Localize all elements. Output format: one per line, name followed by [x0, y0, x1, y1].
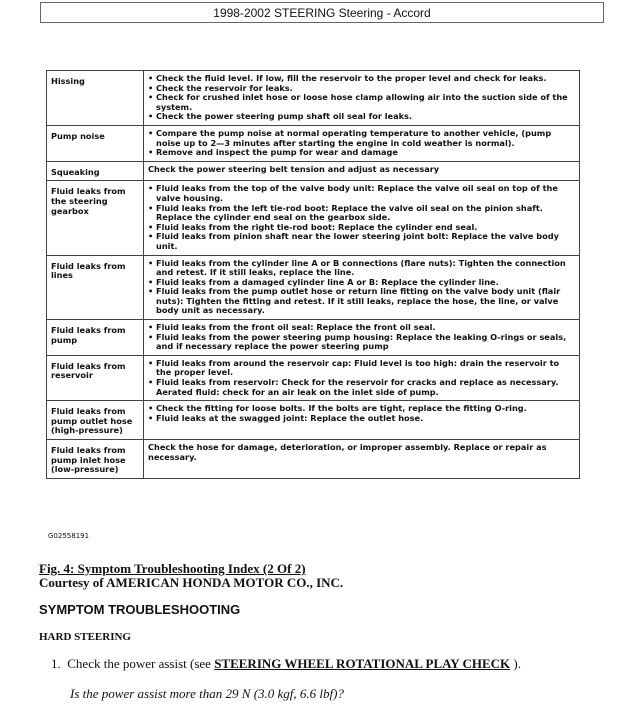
action-list	[148, 129, 575, 158]
table-row	[47, 181, 580, 255]
symptom-cell: Fluid leaks from the steering gearbox	[47, 181, 144, 255]
action-list	[148, 184, 575, 251]
header-title: 1998-2002 STEERING Steering - Accord	[213, 5, 431, 20]
action-cell	[144, 71, 580, 126]
action-item: • Fluid leaks from reservoir: Check for the reservoir for cracks and replace as necessary. Aerated fluid: check for an air leak on the inlet side of pump.	[148, 378, 575, 397]
action-item: • Check the power steering pump shaft oil seal for leaks.	[148, 112, 575, 122]
question-text: Is the power assist more than 29 N (3.0 kgf, 6.6 lbf)?	[70, 686, 344, 701]
action-cell	[144, 255, 580, 320]
action-item: • Compare the pump noise at normal operating temperature to another vehicle, (pump noise up to 2—3 minutes after starting the engine in cold weather is normal).	[148, 129, 575, 148]
symptom-cell: Fluid leaks from reservoir	[47, 355, 144, 400]
section-subtitle: HARD STEERING	[39, 631, 131, 643]
symptom-table-body	[47, 71, 580, 479]
page-header	[40, 2, 604, 23]
step-1	[51, 656, 521, 672]
action-item: • Check the fluid level. If low, fill the reservoir to the proper level and check for leaks.	[148, 74, 575, 84]
action-item: Check the power steering belt tension and adjust as necessary	[148, 163, 440, 174]
action-item: • Fluid leaks from the power steering pump housing: Replace the leaking O-rings or seals, and if necessary replace the power steering pump	[148, 333, 575, 352]
symptom-cell: Fluid leaks from pump inlet hose (low-pressure)	[47, 440, 144, 479]
table-row	[47, 71, 580, 126]
table-row	[47, 440, 580, 479]
action-list	[148, 74, 575, 122]
action-item: • Fluid leaks from the front oil seal: Replace the front oil seal.	[148, 323, 575, 333]
figure-courtesy: Courtesy of AMERICAN HONDA MOTOR CO., INC.	[39, 575, 344, 590]
rotational-play-check-link[interactable]: STEERING WHEEL ROTATIONAL PLAY CHECK	[214, 656, 511, 671]
symptom-table	[46, 70, 580, 479]
action-item: • Fluid leaks from the left tie-rod boot: Replace the valve oil seal on the pinion shaft. Replace the cylinder end seal on the gearbox side.	[148, 204, 575, 223]
table-row	[47, 401, 580, 440]
action-cell	[144, 161, 580, 181]
table-row	[47, 320, 580, 356]
action-cell	[144, 320, 580, 356]
action-item: • Fluid leaks at the swagged joint: Replace the outlet hose.	[148, 414, 575, 424]
action-list	[148, 443, 575, 462]
action-item: Check the hose for damage, deterioration, or improper assembly. Replace or repair as necessary.	[148, 442, 547, 462]
figure-id: G02558191	[48, 532, 90, 540]
action-cell	[144, 401, 580, 440]
action-list	[148, 323, 575, 352]
figure-caption	[39, 562, 343, 590]
action-item: • Fluid leaks from a damaged cylinder line A or B: Replace the cylinder line.	[148, 278, 575, 288]
symptom-cell: Pump noise	[47, 125, 144, 161]
action-item: • Check the fitting for loose bolts. If the bolts are tight, replace the fitting O-ring.	[148, 404, 575, 414]
symptom-cell: Fluid leaks from pump	[47, 320, 144, 356]
action-cell	[144, 355, 580, 400]
table-row	[47, 255, 580, 320]
action-list	[148, 165, 575, 175]
symptom-cell: Fluid leaks from lines	[47, 255, 144, 320]
action-cell	[144, 440, 580, 479]
action-item: • Fluid leaks from the pump outlet hose or return line fitting on the valve body unit (flair nuts): Tighten the fitting and retest. If it still leaks, replace the hose, the line, or valve body unit as necessary.	[148, 287, 575, 316]
action-cell	[144, 125, 580, 161]
figure-title: Fig. 4: Symptom Troubleshooting Index (2 Of 2)	[39, 561, 306, 576]
action-list	[148, 404, 575, 423]
action-item: • Fluid leaks from pinion shaft near the lower steering joint bolt: Replace the valve body unit.	[148, 232, 575, 251]
step-number: 1.	[51, 656, 61, 671]
action-list	[148, 359, 575, 397]
step-text-end: ).	[510, 656, 521, 671]
symptom-cell: Squeaking	[47, 161, 144, 181]
symptom-cell: Fluid leaks from pump outlet hose (high-pressure)	[47, 401, 144, 440]
action-item: • Fluid leaks from the top of the valve body unit: Replace the valve oil seal on top of the valve housing.	[148, 184, 575, 203]
action-cell	[144, 181, 580, 255]
action-item: • Remove and inspect the pump for wear and damage	[148, 148, 575, 158]
table-row	[47, 355, 580, 400]
action-item: • Check the reservoir for leaks.	[148, 84, 575, 94]
action-item: • Fluid leaks from the cylinder line A or B connections (flare nuts): Tighten the connection and retest. If it still leaks, replace the line.	[148, 259, 575, 278]
action-item: • Check for crushed inlet hose or loose hose clamp allowing air into the suction side of the system.	[148, 93, 575, 112]
action-item: • Fluid leaks from the right tie-rod boot: Replace the cylinder end seal.	[148, 223, 575, 233]
table-row	[47, 125, 580, 161]
action-item: • Fluid leaks from around the reservoir cap: Fluid level is too high: drain the reservoir to the proper level.	[148, 359, 575, 378]
table-row	[47, 161, 580, 181]
step-text: Check the power assist (see	[67, 656, 215, 671]
action-list	[148, 259, 575, 317]
section-title: SYMPTOM TROUBLESHOOTING	[39, 602, 241, 617]
symptom-cell: Hissing	[47, 71, 144, 126]
